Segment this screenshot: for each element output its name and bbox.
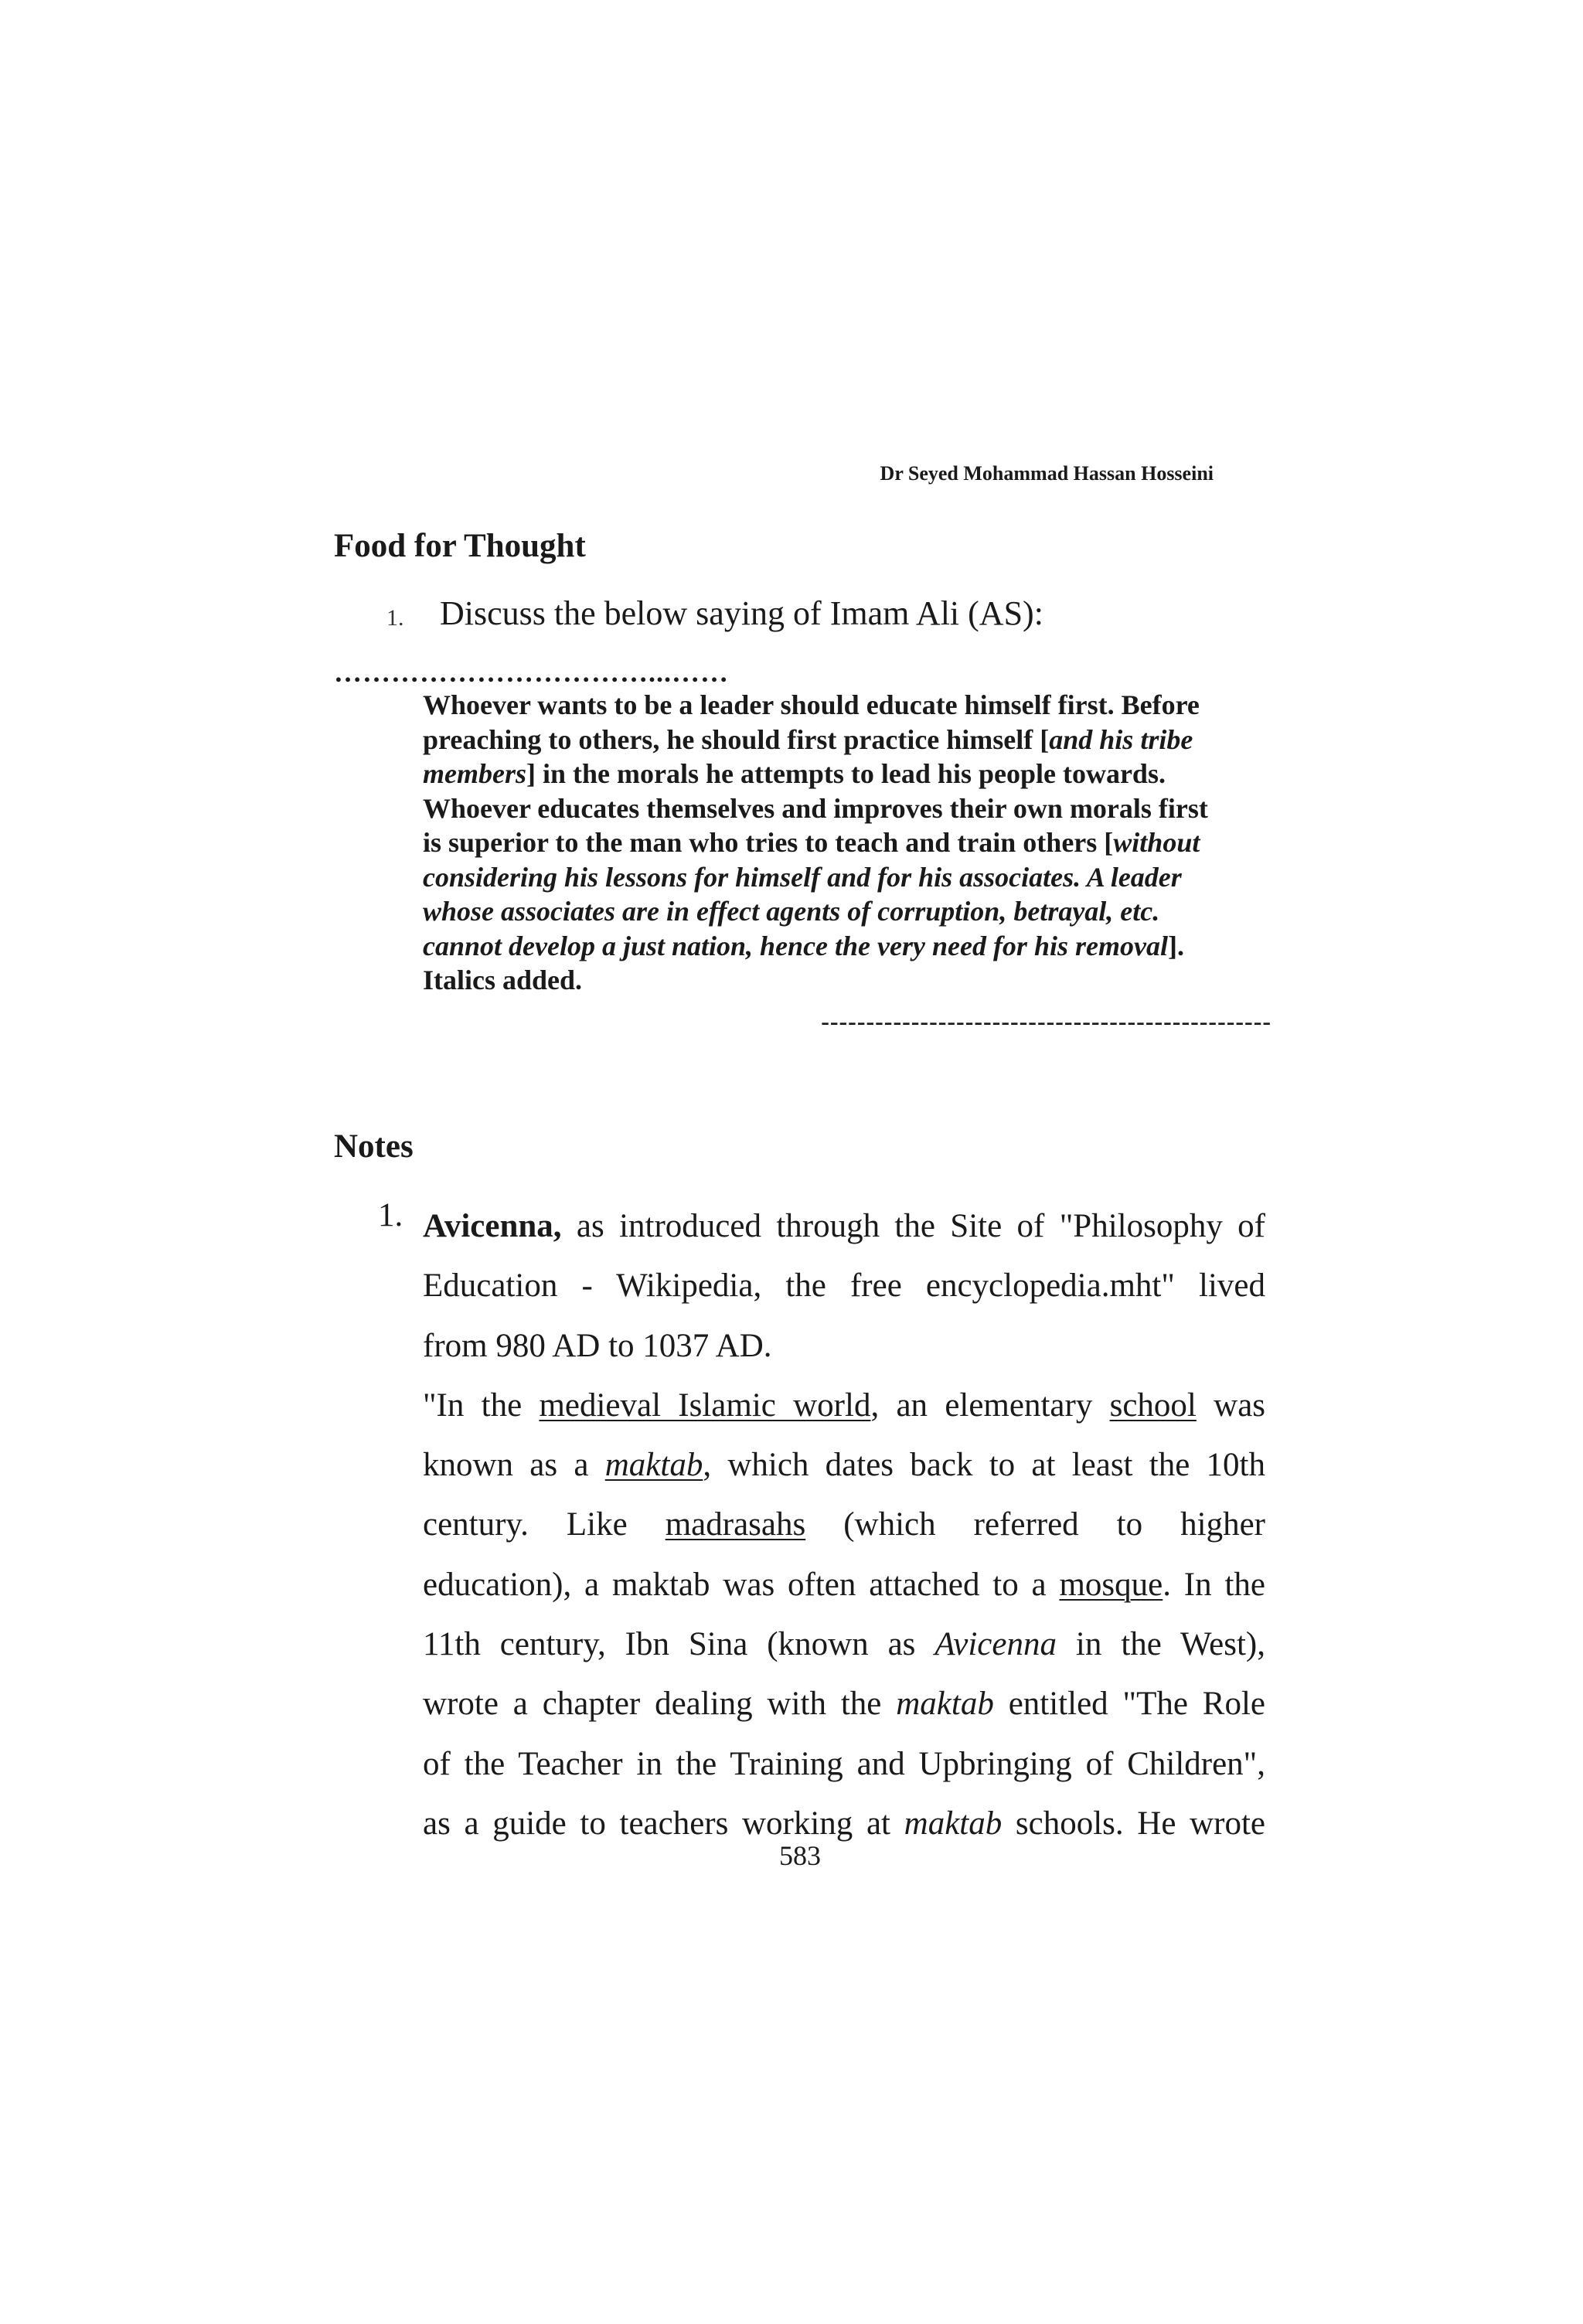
- note-text: . In the: [1163, 1566, 1265, 1603]
- note-line: [423, 1734, 1265, 1794]
- note-line: [423, 1316, 1265, 1376]
- note-text: "In the: [423, 1387, 540, 1424]
- note-text: education), a maktab was often attached to a: [423, 1566, 1060, 1603]
- note-line: [423, 1256, 1265, 1315]
- note-line: [423, 1376, 1265, 1435]
- quote-line: [423, 963, 1289, 998]
- note-italic-text: Avicenna: [934, 1626, 1057, 1663]
- note-text: Education - Wikipedia, the free encyclopedia.mht" lived: [423, 1267, 1265, 1305]
- note-text: schools. He wrote: [1002, 1805, 1266, 1842]
- note-line: [423, 1615, 1265, 1674]
- note-text: , an elementary: [870, 1387, 1110, 1424]
- quote-italic-text: whose associates are in effect agents of corruption, betrayal, etc.: [423, 896, 1160, 927]
- note-body: [423, 1196, 1265, 1853]
- link-madrasahs[interactable]: madrasahs: [665, 1506, 806, 1543]
- quote-text: ] in the morals he attempts to lead his people towards.: [526, 758, 1166, 789]
- question-number: 1.: [386, 605, 404, 631]
- quote-line: [423, 791, 1289, 826]
- quote-italic-text: considering his lessons for himself and for his associates. A leader: [423, 861, 1182, 893]
- quote-text: Whoever wants to be a leader should educate himself first. Before: [423, 689, 1200, 720]
- note-line: [423, 1674, 1265, 1734]
- question-text: Discuss the below saying of Imam Ali (AS):: [440, 594, 1043, 632]
- section-title-notes: Notes: [334, 1128, 414, 1165]
- note-number: 1.: [378, 1197, 403, 1233]
- note-line: [423, 1495, 1265, 1554]
- note-italic-text: maktab: [904, 1805, 1003, 1842]
- note-text: century. Like: [423, 1506, 666, 1543]
- block-quote: [423, 688, 1289, 998]
- quote-line: [423, 723, 1289, 757]
- quote-text: ].: [1167, 930, 1184, 961]
- note-italic-text: maktab: [896, 1686, 994, 1723]
- quote-text: preaching to others, he should first practice himself [: [423, 723, 1050, 755]
- note-line: [423, 1435, 1265, 1495]
- running-head-author: Dr Seyed Mohammad Hassan Hosseini: [880, 462, 1214, 485]
- quote-text: is superior to the man who tries to teach and train others [: [423, 827, 1114, 858]
- note-text: as introduced through the Site of "Philosophy of: [561, 1208, 1265, 1244]
- note-term: Avicenna,: [423, 1208, 562, 1244]
- note-text: as a guide to teachers working at: [423, 1805, 904, 1842]
- note-text: 11th century, Ibn Sina (known as: [423, 1626, 935, 1663]
- section-title-food-for-thought: Food for Thought: [334, 528, 586, 564]
- quote-italic-text: without: [1113, 827, 1200, 858]
- dotted-separator: ……………………………...……: [334, 657, 729, 688]
- link-mosque[interactable]: mosque: [1059, 1566, 1163, 1603]
- quote-line: [423, 688, 1289, 723]
- quote-text: Whoever educates themselves and improves their own morals first: [423, 792, 1208, 824]
- note-text: in the West),: [1056, 1626, 1265, 1663]
- link-school[interactable]: school: [1109, 1387, 1197, 1424]
- quote-line: [423, 894, 1289, 929]
- quote-text: Italics added.: [423, 965, 583, 995]
- note-line: [423, 1794, 1265, 1853]
- note-text: known as a: [423, 1447, 605, 1484]
- quote-italic-text: cannot develop a just nation, hence the very need for his removal: [423, 930, 1168, 961]
- dashed-separator: --------------------------------------------------: [821, 1007, 1272, 1030]
- link-medieval-islamic-world[interactable]: medieval Islamic world: [539, 1387, 871, 1424]
- note-text: of the Teacher in the Training and Upbringing of Children",: [423, 1745, 1265, 1782]
- quote-line: [423, 860, 1289, 895]
- quote-line: [423, 757, 1289, 791]
- quote-italic-text: members: [423, 758, 526, 789]
- link-maktab[interactable]: maktab: [604, 1447, 703, 1484]
- quote-line: [423, 929, 1289, 964]
- note-text: from 980 AD to 1037 AD.: [423, 1327, 772, 1364]
- note-text: was: [1196, 1387, 1266, 1424]
- quote-italic-text: and his tribe: [1049, 723, 1193, 755]
- note-line: [423, 1196, 1265, 1256]
- note-text: wrote a chapter dealing with the: [423, 1686, 897, 1723]
- note-text: , which dates back to at least the 10th: [703, 1447, 1265, 1484]
- quote-line: [423, 825, 1289, 860]
- note-text: entitled "The Role: [993, 1686, 1265, 1723]
- page-number: 583: [779, 1840, 821, 1871]
- note-line: [423, 1555, 1265, 1615]
- note-text: (which referred to higher: [805, 1506, 1265, 1543]
